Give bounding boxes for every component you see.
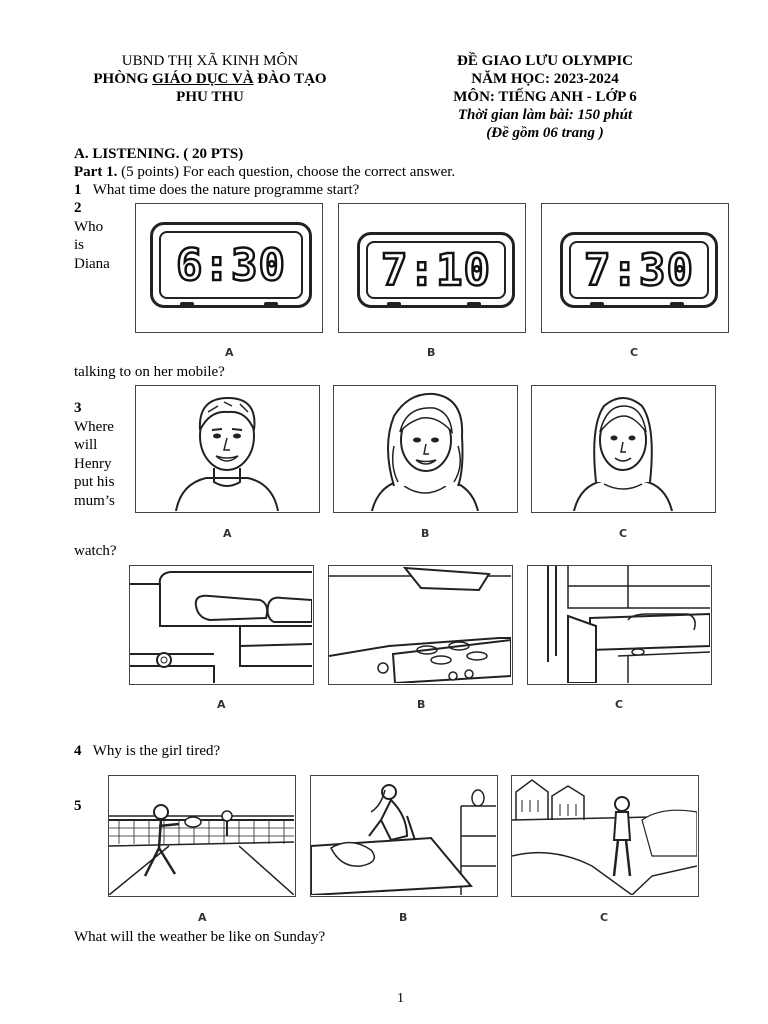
subject: MÔN: TIẾNG ANH - LỚP 6 — [453, 89, 637, 105]
question-word: Diana — [74, 255, 110, 272]
activity-option-b[interactable] — [310, 775, 498, 897]
question-number: 4 — [74, 743, 82, 759]
clock-option-b[interactable] — [338, 203, 526, 333]
question-2-continuation: talking to on her mobile? — [74, 364, 225, 380]
page-number: 1 — [397, 991, 404, 1006]
clock-time: 7:10 — [381, 244, 491, 296]
section-title: A. LISTENING. ( 20 PTS) — [74, 146, 244, 162]
clock-option-a[interactable] — [135, 203, 323, 333]
option-label-c: C — [619, 527, 628, 540]
room-option-b[interactable] — [328, 565, 513, 685]
option-label-c: C — [615, 698, 624, 711]
option-label-c: C — [600, 911, 609, 924]
option-label-a: A — [225, 346, 234, 359]
part-instruction — [74, 163, 455, 181]
option-label-a: A — [217, 698, 226, 711]
page-count: (Đề gồm 06 trang ) — [486, 125, 604, 141]
option-label-b: B — [421, 527, 430, 540]
option-label-b: B — [399, 911, 408, 924]
woman-portrait-icon — [334, 386, 516, 511]
question-1 — [74, 181, 359, 199]
option-label-c: C — [630, 346, 639, 359]
question-word: Who — [74, 218, 104, 235]
girl-portrait-icon — [532, 386, 714, 511]
exam-title: ĐỀ GIAO LƯU OLYMPIC — [457, 53, 633, 69]
header-left — [60, 52, 360, 106]
alarm-clock-icon — [150, 222, 312, 308]
clock-time: 7:30 — [584, 244, 694, 296]
question-word: Henry — [74, 455, 112, 472]
time-allowed: Thời gian làm bài: 150 phút — [457, 107, 633, 123]
room-option-a[interactable] — [129, 565, 314, 685]
tennis-scene-icon — [109, 776, 294, 895]
activity-option-a[interactable] — [108, 775, 296, 897]
question-word: Where — [74, 418, 114, 435]
portrait-option-a[interactable] — [135, 385, 320, 513]
header-department — [60, 70, 360, 88]
question-5-text: What will the weather be like on Sunday? — [74, 929, 326, 945]
alarm-clock-icon — [357, 232, 515, 308]
part-label: Part 1. — [74, 164, 118, 180]
header-district: UBND THỊ XÃ KINH MÔN — [121, 53, 299, 69]
portrait-option-b[interactable] — [333, 385, 518, 513]
part-text: (5 points) For each question, choose the correct answer. — [117, 164, 456, 180]
boy-portrait-icon — [136, 386, 318, 511]
question-number: 2 — [74, 200, 82, 216]
question-word: is — [74, 237, 85, 253]
bedroom-icon — [130, 566, 312, 683]
option-label-b: B — [417, 698, 426, 711]
question-5-number: 5 — [74, 798, 82, 814]
question-text: What time does the nature programme start? — [92, 182, 360, 198]
question-text: Why is the girl tired? — [92, 743, 221, 759]
option-label-a: A — [223, 527, 232, 540]
portrait-option-c[interactable] — [531, 385, 716, 513]
question-word: mum’s — [74, 492, 115, 509]
question-3 — [74, 399, 115, 510]
question-number: 3 — [74, 400, 82, 416]
option-label-b: B — [427, 346, 436, 359]
question-3-continuation: watch? — [74, 543, 117, 559]
living-room-icon — [528, 566, 710, 683]
school-year: NĂM HỌC: 2023-2024 — [471, 71, 619, 87]
option-label-a: A — [198, 911, 207, 924]
alarm-clock-icon — [560, 232, 718, 308]
clock-option-c[interactable] — [541, 203, 729, 333]
walking-scene-icon — [512, 776, 697, 895]
header-school: PHU THU — [176, 89, 244, 105]
question-4 — [74, 742, 220, 760]
room-option-c[interactable] — [527, 565, 712, 685]
making-bed-scene-icon — [311, 776, 496, 895]
clock-time: 6:30 — [176, 239, 286, 291]
question-word: will — [74, 437, 98, 453]
header-right — [395, 52, 695, 142]
question-2 — [74, 199, 110, 273]
activity-option-c[interactable] — [511, 775, 699, 897]
kitchen-icon — [329, 566, 511, 683]
question-word: put his — [74, 474, 115, 490]
question-number: 1 — [74, 182, 82, 198]
header-department-text: PHÒNG GIÁO DỤC VÀ ĐÀO TẠO — [93, 71, 327, 87]
